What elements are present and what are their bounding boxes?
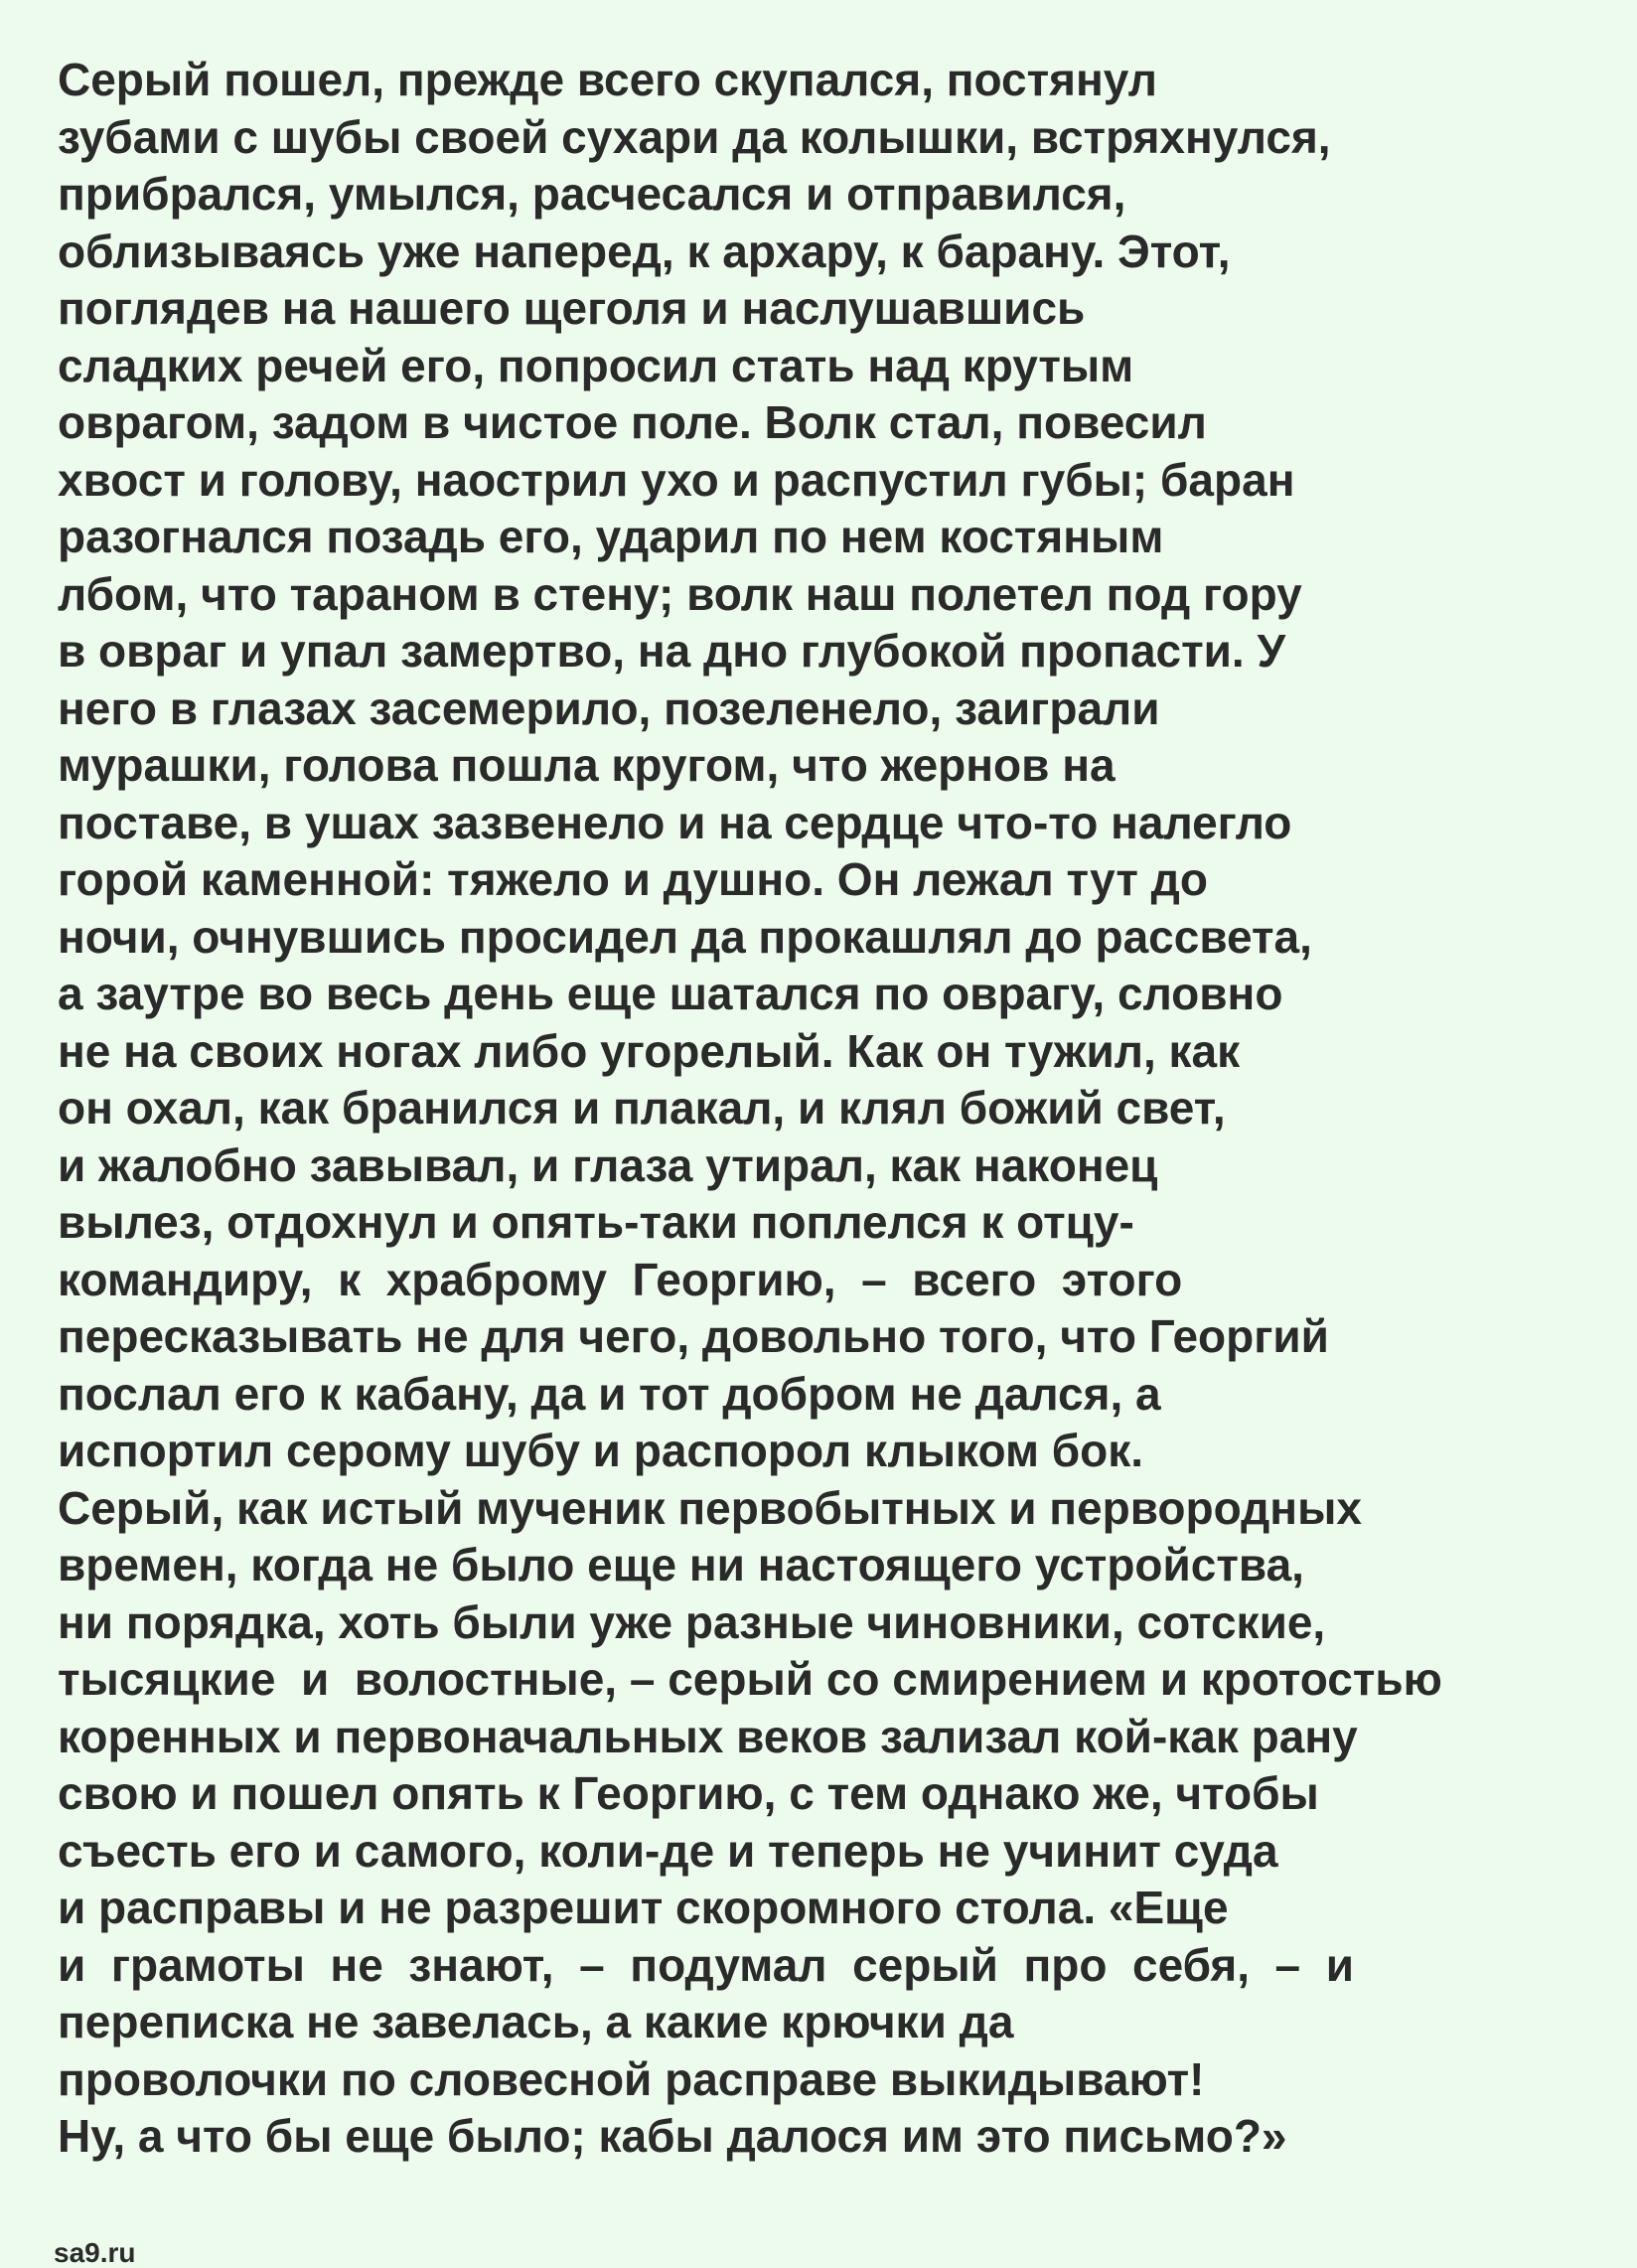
text-line: и жалобно завывал, и глаза утирал, как наконец bbox=[58, 1138, 1158, 1191]
text-line: тысяцкие и волостные, – серый со смирением и кротостью bbox=[58, 1653, 1442, 1705]
text-line: разогнался позадь его, ударил по нем костяным bbox=[58, 511, 1164, 562]
text-line: пересказывать не для чего, довольно того, что Георгий bbox=[58, 1310, 1329, 1362]
text-line: съесть его и самого, коли-де и теперь не учинит суда bbox=[58, 1824, 1278, 1877]
text-line: испортил серому шубу и распорол клыком бок. bbox=[58, 1425, 1144, 1476]
text-line: него в глазах засемерило, позеленело, заиграли bbox=[58, 681, 1160, 734]
text-line: поглядев на нашего щеголя и наслушавшись bbox=[58, 282, 1086, 334]
text-line: ни порядка, хоть были уже разные чиновники, сотские, bbox=[58, 1595, 1326, 1648]
text-line: сладких речей его, попросил стать над крутым bbox=[58, 339, 1134, 391]
text-line: мурашки, голова пошла кругом, что жернов на bbox=[58, 739, 1116, 791]
text-line: командиру, к храброму Георгию, – всего этого bbox=[58, 1253, 1183, 1305]
text-line: коренных и первоначальных веков зализал кой-как рану bbox=[58, 1710, 1358, 1762]
text-line: проволочки по словесной расправе выкидывают! bbox=[58, 2052, 1205, 2105]
text-line: поставе, в ушах зазвенело и на сердце что-то налегло bbox=[58, 796, 1292, 848]
text-line: Серый пошел, прежде всего скупался, постянул bbox=[58, 54, 1157, 105]
text-line: послал его к кабану, да и тот добром не дался, а bbox=[58, 1367, 1161, 1420]
text-line: облизываясь уже наперед, к архару, к барану. Этот, bbox=[58, 225, 1231, 277]
site-watermark: sa9.ru bbox=[54, 2237, 136, 2268]
text-line: переписка не завелась, а какие крючки да bbox=[58, 1996, 1014, 2047]
text-line: ночи, очнувшись просидел да прокашлял до рассвета, bbox=[58, 910, 1312, 963]
text-line: Ну, а что бы еще было; кабы далося им это письмо?» bbox=[58, 2110, 1287, 2162]
text-line: и расправы и не разрешит скоромного стола. «Еще bbox=[58, 1882, 1229, 1933]
text-line: и грамоты не знают, – подумал серый про себя, – и bbox=[58, 1938, 1354, 1991]
text-line: горой каменной: тяжело и душно. Он лежал тут до bbox=[58, 853, 1208, 905]
text-line: прибрался, умылся, расчесался и отправился, bbox=[58, 168, 1126, 220]
text-line: а заутре во весь день еще шатался по оврагу, словно bbox=[58, 968, 1283, 1019]
story-text bbox=[58, 52, 1607, 2166]
text-line: хвост и голову, наострил ухо и распустил губы; баран bbox=[58, 453, 1295, 506]
text-line: зубами с шубы своей сухари да колышки, встряхнулся, bbox=[58, 110, 1331, 163]
text-line: времен, когда не было еще ни настоящего устройства, bbox=[58, 1539, 1304, 1590]
text-line: лбом, что тараном в стену; волк наш полетел под гору bbox=[58, 567, 1302, 620]
text-line: свою и пошел опять к Георгию, с тем однако же, чтобы bbox=[58, 1767, 1319, 1819]
text-line: в овраг и упал замертво, на дно глубокой пропасти. У bbox=[58, 625, 1286, 677]
text-line: не на своих ногах либо угорелый. Как он тужил, как bbox=[58, 1024, 1241, 1077]
text-line: вылез, отдохнул и опять-таки поплелся к отцу- bbox=[58, 1196, 1134, 1248]
text-line: оврагом, задом в чистое поле. Волк стал, повесил bbox=[58, 396, 1207, 448]
text-line: он охал, как бранился и плакал, и клял божий свет, bbox=[58, 1082, 1226, 1134]
text-line: Серый, как истый мученик первобытных и первородных bbox=[58, 1481, 1362, 1534]
